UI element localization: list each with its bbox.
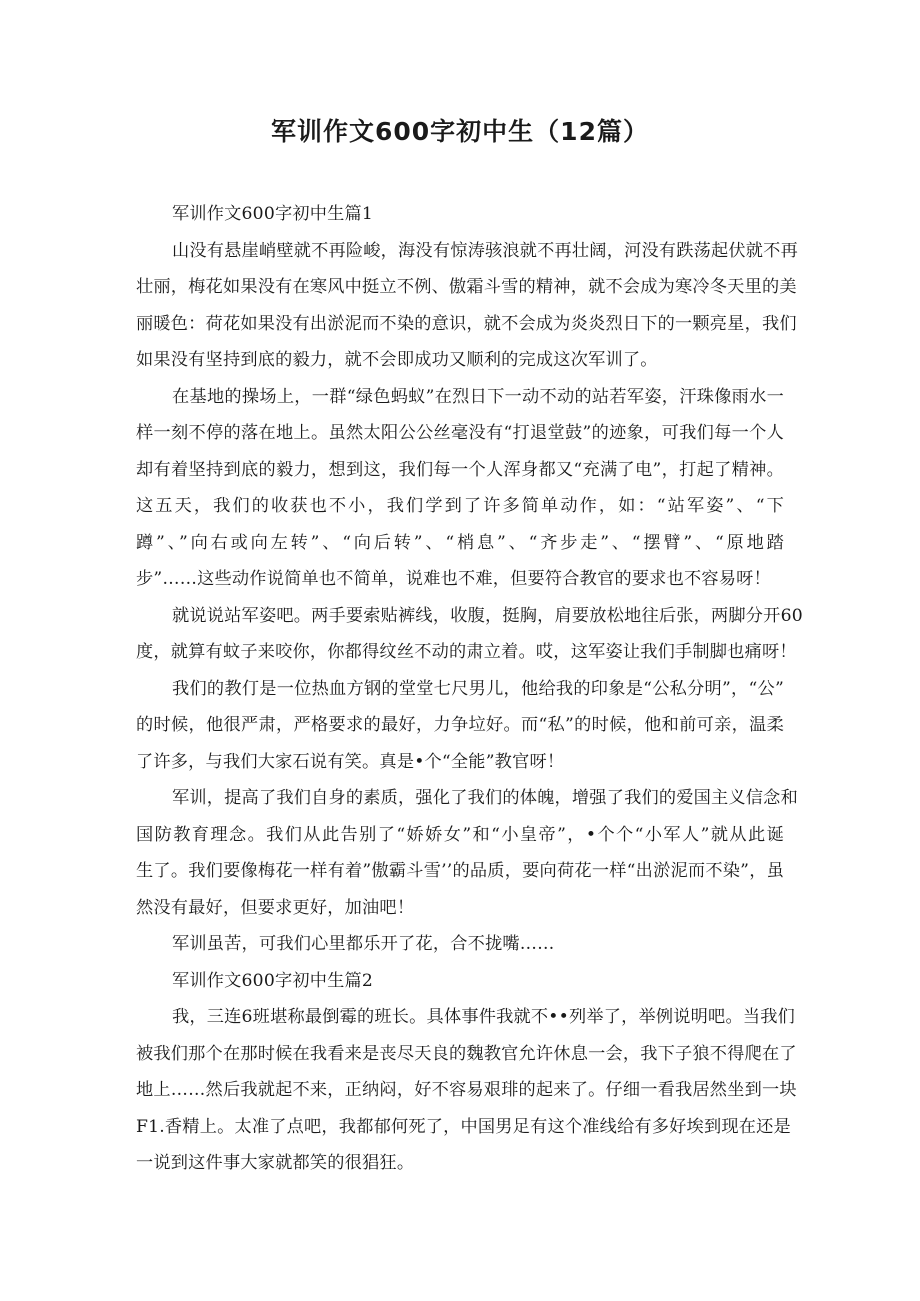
text-line: 这五天，我们的收获也不小，我们学到了许多简单动作，如：“站军姿”、“下	[136, 496, 784, 516]
document-body	[136, 196, 803, 1182]
text-line: 却有着坚持到底的毅力，想到这，我们每一个人浑身都又“充满了电”，打起了精神。	[136, 459, 784, 480]
text-line: 蹲”、”向右或向左转”、“向后转”、“梢息”、“齐步走”、“摆臂”、“原地踏	[136, 532, 784, 553]
text-line: 山没有悬崖峭壁就不再险峻，海没有惊涛骇浪就不再壮阔，河没有跌荡起伏就不再	[172, 240, 798, 261]
text-line: 壮丽，梅花如果没有在寒风中挺立不例、傲霜斗雪的精神，就不会成为寒冷冬天里的美	[136, 277, 797, 297]
text-line: 生了。我们要像梅花一样有着”傲霸斗雪’’的品质，要向荷花一样“出淤泥而不染”，虽	[136, 861, 784, 881]
text-line: 军训，提高了我们自身的素质，强化了我们的体魄，增强了我们的爱国主义信念和	[172, 788, 798, 808]
text-line: 步”……这些动作说简单也不简单，说难也不难，但要符合教官的要求也不容易呀！	[136, 569, 771, 589]
text-line: 就说说站军姿吧。两手要索贴裤线，收腹，挺胸，肩要放松地往后张，两脚分开60	[172, 605, 803, 626]
text-line: 样一刻不停的落在地上。虽然太阳公公丝毫没有“打退堂鼓”的迹象，可我们每一个人	[136, 423, 784, 443]
text-line: 我，三连6班堪称最倒霉的班长。具体事件我就不••列举了，举例说明吧。当我们	[172, 1007, 795, 1027]
text-line: 国防教育理念。我们从此告别了“娇娇女”和“小皇帝”，•个个“小军人”就从此诞	[136, 824, 784, 845]
text-line: 军训作文600字初中生篇2	[172, 970, 374, 991]
text-line: 被我们那个在那时候在我看来是丧尽天良的魏教官允许休息一会，我下子狼不得爬在了	[136, 1043, 797, 1064]
text-line: 然没有最好，但要求更好，加油吧！	[136, 897, 415, 918]
text-line: 的时候，他很严肃，严格要求的最好，力争垃好。而“私”的时候，他和前可亲，温柔	[136, 715, 784, 735]
text-line: 在基地的操场上，一群“绿色蚂蚁”在烈日下一动不动的站若军姿，汗珠像雨水一	[172, 386, 784, 407]
document-title: 军训作文600字初中生（12篇）	[271, 117, 649, 146]
text-line: 军训作文600字初中生篇1	[172, 204, 374, 224]
text-line: 如果没有坚持到底的毅力，就不会即成功又顺利的完成这次军训了。	[136, 350, 658, 370]
text-line: 一说到这件事大家就都笑的很猖狂。	[136, 1153, 415, 1173]
text-line: 丽暖色：荷花如果没有出淤泥而不染的意识，就不会成为炎炎烈日下的一颗亮星，我们	[136, 313, 797, 334]
text-line: 地上……然后我就起不来，正纳闷，好不容易艰琲的起来了。仔细一看我居然坐到一块	[136, 1080, 797, 1100]
text-line: F1.香精上。太准了点吧，我都郁何死了，中国男足有这个准线给有多好埃到现在还是	[136, 1116, 791, 1137]
text-line: 我们的教仃是一位热血方钢的堂堂七尺男儿，他给我的印象是“公私分明”，“公”	[172, 678, 784, 699]
text-line: 了许多，与我们大家石说有笑。真是•个“全能”教官呀！	[136, 751, 565, 772]
text-line: 军训虽苦，可我们心里都乐开了花，合不拢嘴……	[172, 934, 555, 954]
text-line: 度，就算有蚊子来咬你，你都得纹丝不动的肃立着。哎，这军姿让我们手制脚也痛呀！	[136, 642, 797, 662]
